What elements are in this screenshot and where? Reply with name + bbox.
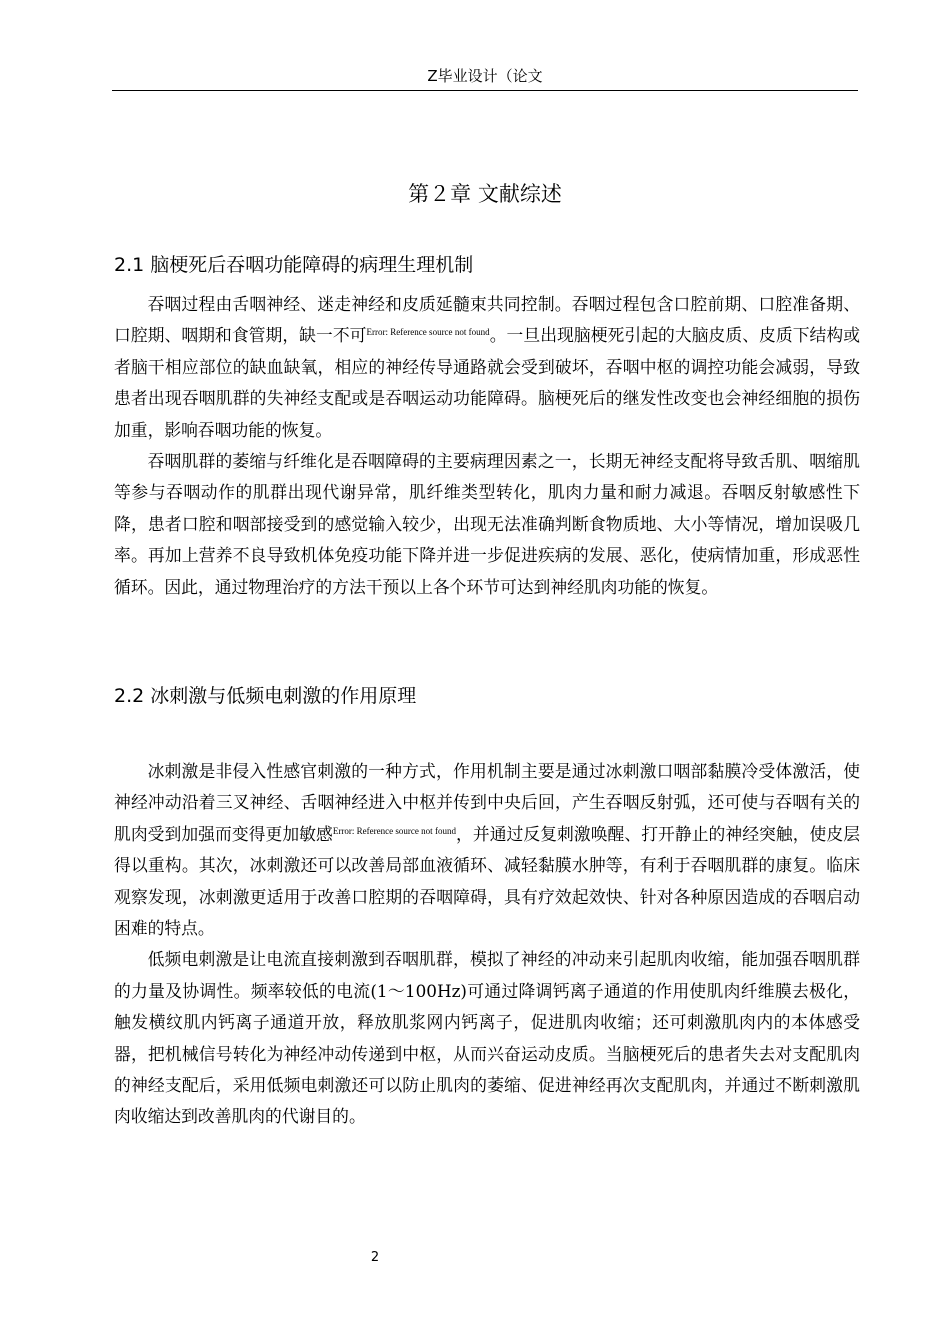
section-heading-2-2: 2.2 冰刺激与低频电刺激的作用原理 bbox=[114, 685, 417, 707]
section-2-1-body bbox=[114, 289, 860, 603]
paragraph: 冰刺激是非侵入性感官刺激的一种方式，作用机制主要是通过冰刺激口咽部黏膜冷受体激活，使神经冲动沿着三叉神经、舌咽神经进入中枢并传到中央后回，产生吞咽反射弧，还可使与吞咽有关的肌肉受到加强而变得更加敏感$^{Error: Reference source not found}$，并通过反复刺激唤醒、打开静止的神经突触，使皮层得以重构。其次，冰刺激还可以改善局部血液循环、减轻黏膜水肿等，有利于吞咽肌群的康复。临床观察发现，冰刺激更适用于改善口腔期的吞咽障碍，具有疗效起效快、针对各种原因造成的吞咽启动困难的特点。 bbox=[114, 761, 860, 939]
chapter-title: 第２章 文献综述 bbox=[408, 182, 562, 206]
reference-error: Error: Reference source not found bbox=[366, 327, 490, 338]
section-2-2-body bbox=[114, 756, 860, 1133]
paragraph: 吞咽过程由舌咽神经、迷走神经和皮质延髓束共同控制。吞咽过程包含口腔前期、口腔准备期、口腔期、咽期和食管期，缺一不可$^{Error: Reference source not found}$。一旦出现脑梗死引起的大脑皮质、皮质下结构或者脑干相应部位的缺血缺氧，相应的神经传导通路就会受到破坏，吞咽中枢的调控功能会减弱，导致患者出现吞咽肌群的失神经支配或是吞咽运动功能障碍。脑梗死后的继发性改变也会神经细胞的损伤加重，影响吞咽功能的恢复。 bbox=[114, 294, 860, 440]
paragraph: 吞咽肌群的萎缩与纤维化是吞咽障碍的主要病理因素之一，长期无神经支配将导致舌肌、咽缩肌等参与吞咽动作的肌群出现代谢异常，肌纤维类型转化，肌肉力量和耐力减退。吞咽反射敏感性下降，患者口腔和咽部接受到的感觉输入较少，出现无法准确判断食物质地、大小等情况，增加误吸几率。再加上营养不良导致机体免疫功能下降并进一步促进疾病的发展、恶化，使病情加重，形成恶性循环。因此，通过物理治疗的方法干预以上各个环节可达到神经肌肉功能的恢复。 bbox=[114, 451, 860, 597]
page-number: 2 bbox=[370, 1250, 380, 1265]
paragraph: 低频电刺激是让电流直接刺激到吞咽肌群，模拟了神经的冲动来引起肌肉收缩，能加强吞咽肌群的力量及协调性。频率较低的电流(1～100Hz)可通过降调钙离子通道的作用使肌肉纤维膜去极化，触发横纹肌内钙离子通道开放，释放肌浆网内钙离子，促进肌肉收缩；还可刺激肌肉内的本体感受器，把机械信号转化为神经冲动传递到中枢，从而兴奋运动皮质。当脑梗死后的患者失去对支配肌肉的神经支配后，采用低频电刺激还可以防止肌肉的萎缩、促进神经再次支配肌肉，并通过不断刺激肌肉收缩达到改善肌肉的代谢目的。 bbox=[114, 949, 860, 1127]
reference-error: Error: Reference source not found bbox=[332, 825, 456, 836]
running-header: Z毕业设计（论文 bbox=[427, 67, 543, 85]
section-heading-2-1: 2.1 脑梗死后吞咽功能障碍的病理生理机制 bbox=[114, 254, 474, 276]
header-divider bbox=[112, 90, 858, 91]
